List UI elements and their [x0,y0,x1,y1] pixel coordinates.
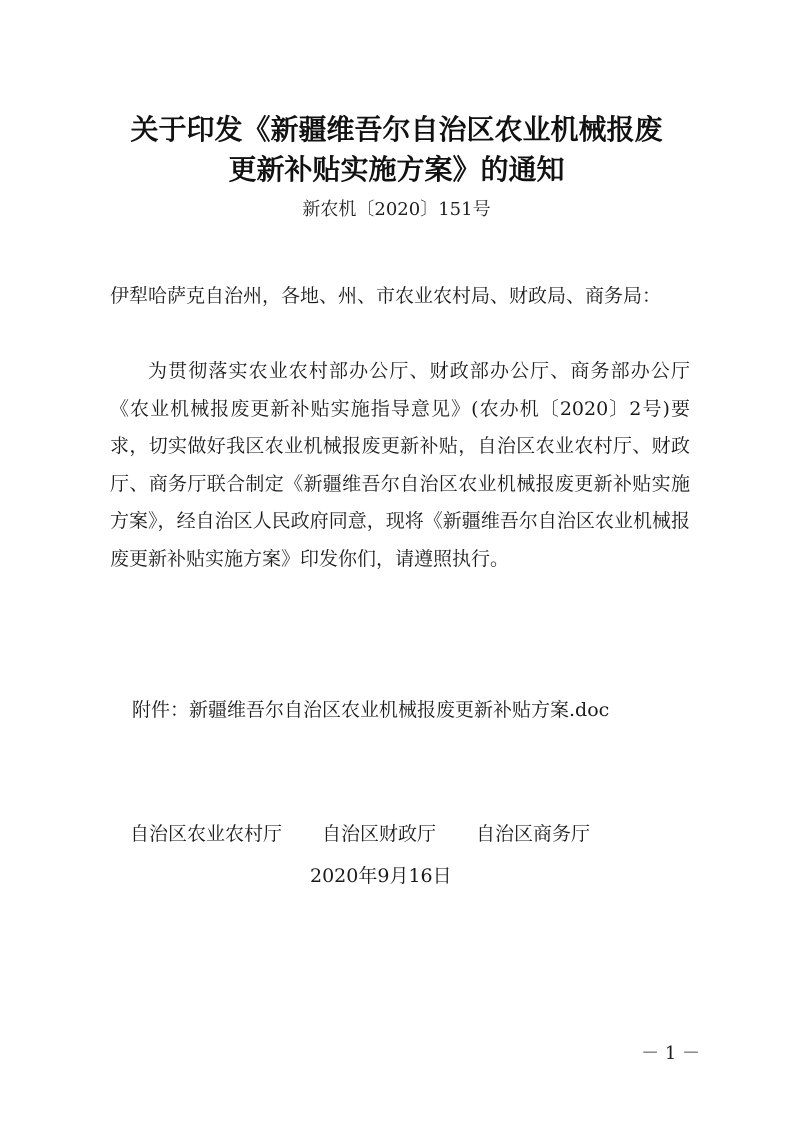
document-title-line-1: 关于印发《新疆维吾尔自治区农业机械报废 [130,113,663,146]
attachment-link[interactable]: 附件：新疆维吾尔自治区农业机械报废更新补贴方案.doc [132,699,610,721]
issuer-agriculture-department: 自治区农业农村厅 [130,823,283,845]
document-number: 新农机〔2020〕151号 [302,199,491,220]
page-number: － 1 － [641,1043,700,1064]
issuer-commerce-department: 自治区商务厅 [476,823,591,845]
addressee: 伊犁哈萨克自治州，各地、州、市农业农村局、财政局、商务局： [110,285,662,307]
issuers-line [130,818,690,850]
document-title-line-2: 更新补贴实施方案》的通知 [228,153,565,186]
body-paragraph: 为贯彻落实农业农村部办公厅、财政部办公厅、商务部办公厅《农业机械报废更新补贴实施指导意见》(农办机〔2020〕2号)要求，切实做好我区农业机械报废更新补贴，自治区农业农村厅、财政厅、商务厅联合制定《新疆维吾尔自治区农业机械报废更新补贴实施方案》，经自治区人民政府同意，现将《新疆维吾尔自治区农业机械报废更新补贴实施方案》印发你们，请遵照执行。 [110,360,690,570]
issuer-finance-department: 自治区财政厅 [322,823,437,845]
issue-date: 2020年9月16日 [310,865,452,887]
